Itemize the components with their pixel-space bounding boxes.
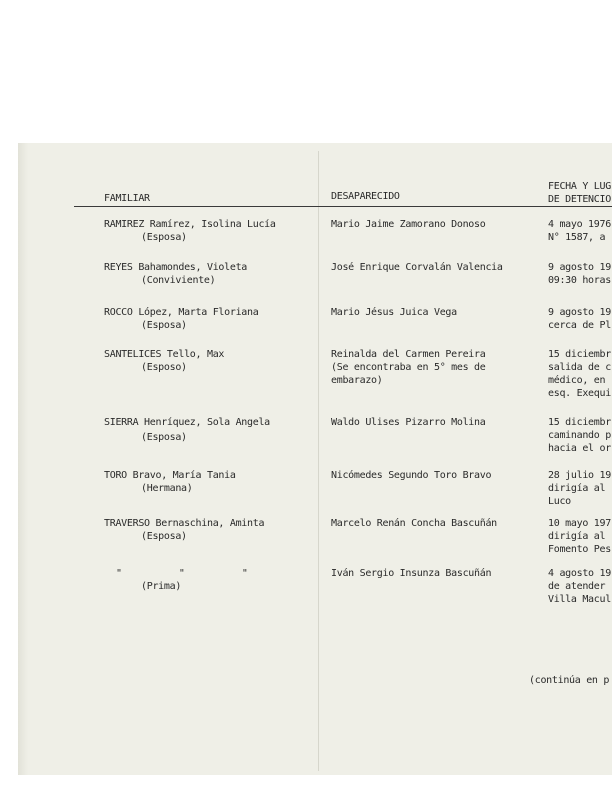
fecha-line: médico, en (548, 375, 606, 386)
desaparecido-line: Marcelo Renán Concha Bascuñán (331, 518, 497, 529)
familiar-name: REYES Bahamondes, Violeta (104, 262, 248, 273)
desaparecido-line: Mario Jaime Zamorano Donoso (331, 219, 486, 230)
fecha-line: 4 agosto 19 (548, 568, 611, 579)
row-desaparecido (331, 348, 485, 387)
row-familiar (104, 306, 258, 332)
desaparecido-line: Mario Jésus Juica Vega (331, 307, 457, 318)
fecha-line: de atender (548, 581, 606, 592)
familiar-relation: (Prima) (141, 581, 182, 592)
desaparecido-line: José Enrique Corvalán Valencia (331, 262, 503, 273)
fecha-line: hacia el or (548, 443, 611, 454)
fecha-line: cerca de Pl (548, 320, 611, 331)
fecha-line: N° 1587, a (548, 232, 606, 243)
row-desaparecido (331, 261, 503, 274)
row-fecha (548, 567, 611, 606)
familiar-name: SANTELICES Tello, Max (104, 349, 225, 360)
row-fecha (548, 306, 611, 332)
row-fecha (548, 348, 611, 400)
row-desaparecido (331, 567, 491, 580)
desaparecido-line: embarazo) (331, 375, 383, 386)
row-familiar (104, 218, 276, 244)
header-desaparecido: DESAPARECIDO (331, 191, 400, 202)
row-desaparecido (331, 306, 457, 319)
fecha-line: 28 julio 19 (548, 470, 611, 481)
continuation-note: (continúa en p (529, 675, 610, 686)
desaparecido-line: Reinalda del Carmen Pereira (331, 349, 486, 360)
header-fecha-line1: FECHA Y LUG (548, 181, 611, 192)
desaparecido-line: (Se encontraba en 5° mes de (331, 362, 486, 373)
header-familiar: FAMILIAR (104, 193, 150, 204)
row-desaparecido (331, 517, 497, 530)
row-familiar (104, 469, 236, 495)
row-familiar (104, 261, 247, 287)
row-familiar (104, 348, 224, 374)
familiar-name: ROCCO López, Marta Floriana (104, 307, 259, 318)
row-fecha (548, 261, 611, 287)
row-fecha (548, 218, 611, 244)
row-fecha (548, 517, 611, 556)
familiar-name: RAMIREZ Ramírez, Isolina Lucía (104, 219, 276, 230)
row-familiar (104, 416, 270, 444)
fecha-line: 9 agosto 19 (548, 262, 611, 273)
row-desaparecido (331, 416, 485, 429)
familiar-name: SIERRA Henríquez, Sola Angela (104, 417, 270, 428)
fecha-line: 09:30 horas (548, 275, 611, 286)
familiar-relation: (Esposa) (141, 232, 187, 243)
fecha-line: 15 diciembr (548, 349, 611, 360)
fecha-line: 15 diciembr (548, 417, 611, 428)
row-familiar (116, 567, 248, 593)
fecha-line: salida de c (548, 362, 611, 373)
header-fecha-line2: DE DETENCIO (548, 194, 611, 205)
ditto-marks: " " " (116, 568, 248, 579)
fecha-line: Fomento Pes (548, 544, 611, 555)
fecha-line: Luco (548, 496, 571, 507)
fecha-line: dirigía al (548, 483, 606, 494)
familiar-relation: (Esposo) (141, 362, 187, 373)
fecha-line: dirigía al (548, 531, 606, 542)
row-desaparecido (331, 469, 491, 482)
desaparecido-line: Iván Sergio Insunza Bascuñán (331, 568, 492, 579)
row-fecha (548, 416, 611, 455)
page-edge-shadow (18, 143, 28, 775)
fecha-line: Villa Macul (548, 594, 611, 605)
row-desaparecido (331, 218, 485, 231)
row-fecha (548, 469, 611, 508)
familiar-relation: (Conviviente) (141, 275, 216, 286)
document-sheet (18, 143, 612, 775)
desaparecido-line: Nicómedes Segundo Toro Bravo (331, 470, 492, 481)
fecha-line: caminando p (548, 430, 611, 441)
familiar-relation: (Esposa) (141, 531, 187, 542)
familiar-name: TRAVERSO Bernaschina, Aminta (104, 518, 265, 529)
familiar-relation: (Esposa) (141, 320, 187, 331)
fecha-line: esq. Exequi (548, 388, 611, 399)
familiar-relation: (Esposa) (141, 432, 187, 443)
page-fold-line (318, 151, 319, 771)
fecha-line: 4 mayo 1976 (548, 219, 611, 230)
desaparecido-line: Waldo Ulises Pizarro Molina (331, 417, 486, 428)
fecha-line: 10 mayo 197 (548, 518, 611, 529)
fecha-line: 9 agosto 19 (548, 307, 611, 318)
familiar-name: TORO Bravo, María Tania (104, 470, 236, 481)
familiar-relation: (Hermana) (141, 483, 193, 494)
row-familiar (104, 517, 264, 543)
header-rule (74, 206, 612, 207)
